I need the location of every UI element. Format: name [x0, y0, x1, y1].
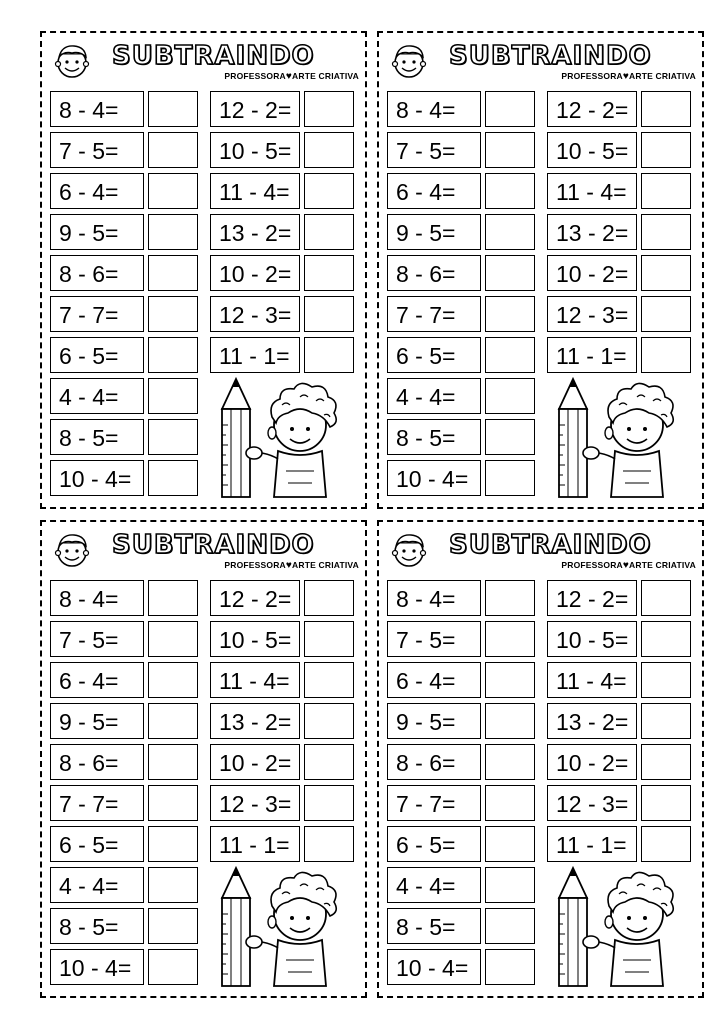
problem-row — [50, 578, 210, 619]
problem-text: 10 - 2= — [547, 744, 637, 780]
problem-text: 11 - 4= — [547, 173, 637, 209]
problem-row — [547, 130, 697, 171]
problem-text: 12 - 2= — [547, 91, 637, 127]
problem-row — [547, 824, 697, 865]
problem-row — [210, 253, 360, 294]
heart-icon: ♥ — [285, 71, 293, 82]
credit-right: ARTE CRIATIVA — [629, 560, 696, 570]
problem-text: 6 - 4= — [387, 662, 481, 698]
answer-box[interactable] — [641, 785, 691, 821]
problem-text: 11 - 4= — [210, 173, 300, 209]
problem-text: 7 - 5= — [50, 132, 144, 168]
boy-face-icon — [52, 530, 92, 570]
problem-row — [50, 335, 210, 376]
problem-row — [387, 660, 547, 701]
answer-box[interactable] — [304, 91, 354, 127]
answer-box[interactable] — [148, 255, 198, 291]
problem-text: 6 - 4= — [50, 662, 144, 698]
problem-text: 10 - 5= — [210, 621, 300, 657]
answer-box[interactable] — [485, 378, 535, 414]
right-problem-column — [547, 89, 697, 376]
worksheet-title: SUBTRAINDO — [112, 41, 315, 71]
answer-box[interactable] — [304, 785, 354, 821]
left-problem-column — [50, 578, 210, 988]
pencil-boy-illustration — [208, 864, 364, 990]
card-header — [379, 33, 702, 85]
problem-row — [387, 619, 547, 660]
problem-text: 8 - 6= — [387, 255, 481, 291]
answer-box[interactable] — [148, 908, 198, 944]
answer-box[interactable] — [148, 949, 198, 985]
boy-face-icon — [389, 530, 429, 570]
answer-box[interactable] — [304, 826, 354, 862]
answer-box[interactable] — [304, 744, 354, 780]
answer-box[interactable] — [148, 460, 198, 496]
problem-row — [547, 701, 697, 742]
card-header — [42, 522, 365, 574]
answer-box[interactable] — [304, 703, 354, 739]
worksheet-card — [377, 520, 704, 998]
problem-text: 7 - 7= — [50, 785, 144, 821]
problem-text: 9 - 5= — [387, 703, 481, 739]
problem-row — [210, 335, 360, 376]
answer-box[interactable] — [641, 580, 691, 616]
answer-box[interactable] — [485, 744, 535, 780]
right-problem-column — [210, 578, 360, 865]
problem-text: 6 - 5= — [50, 826, 144, 862]
problem-text: 10 - 4= — [50, 460, 144, 496]
problem-row — [387, 417, 547, 458]
answer-box[interactable] — [485, 580, 535, 616]
answer-box[interactable] — [641, 826, 691, 862]
right-problem-column — [547, 578, 697, 865]
problem-row — [50, 212, 210, 253]
problem-row — [387, 171, 547, 212]
problem-row — [387, 742, 547, 783]
problem-text: 11 - 1= — [210, 826, 300, 862]
problem-text: 7 - 7= — [387, 296, 481, 332]
answer-box[interactable] — [641, 621, 691, 657]
answer-box[interactable] — [485, 949, 535, 985]
worksheet-card — [40, 520, 367, 998]
answer-box[interactable] — [304, 662, 354, 698]
problem-row — [210, 89, 360, 130]
answer-box[interactable] — [485, 621, 535, 657]
answer-box[interactable] — [148, 826, 198, 862]
problem-row — [50, 130, 210, 171]
credit-line — [561, 560, 696, 570]
problem-row — [547, 212, 697, 253]
problem-row — [387, 783, 547, 824]
answer-box[interactable] — [304, 173, 354, 209]
problem-row — [387, 212, 547, 253]
pencil-boy-illustration — [545, 375, 701, 501]
answer-box[interactable] — [304, 255, 354, 291]
problem-text: 10 - 5= — [547, 132, 637, 168]
problem-text: 7 - 7= — [387, 785, 481, 821]
answer-box[interactable] — [148, 337, 198, 373]
problem-row — [387, 824, 547, 865]
credit-line — [224, 560, 359, 570]
heart-icon: ♥ — [285, 560, 293, 571]
problem-row — [210, 130, 360, 171]
answer-box[interactable] — [485, 867, 535, 903]
credit-left: PROFESSORA — [224, 560, 286, 570]
problem-row — [50, 660, 210, 701]
problem-row — [387, 253, 547, 294]
problem-row — [50, 742, 210, 783]
problem-text: 12 - 3= — [210, 296, 300, 332]
problem-row — [547, 578, 697, 619]
answer-box[interactable] — [485, 662, 535, 698]
problem-text: 12 - 3= — [547, 296, 637, 332]
worksheet-title: SUBTRAINDO — [449, 530, 652, 560]
problem-text: 6 - 5= — [387, 826, 481, 862]
answer-box[interactable] — [148, 703, 198, 739]
answer-box[interactable] — [641, 173, 691, 209]
problem-text: 4 - 4= — [50, 867, 144, 903]
problem-text: 10 - 2= — [547, 255, 637, 291]
answer-box[interactable] — [148, 580, 198, 616]
problem-row — [387, 865, 547, 906]
problem-row — [547, 171, 697, 212]
problem-row — [210, 824, 360, 865]
problem-row — [547, 89, 697, 130]
problem-row — [387, 130, 547, 171]
problem-row — [50, 253, 210, 294]
answer-box[interactable] — [485, 460, 535, 496]
problem-text: 12 - 3= — [547, 785, 637, 821]
answer-box[interactable] — [641, 662, 691, 698]
boy-face-icon — [52, 41, 92, 81]
problem-text: 10 - 4= — [387, 460, 481, 496]
worksheet-card — [377, 31, 704, 509]
right-problem-column — [210, 89, 360, 376]
problem-text: 8 - 4= — [50, 91, 144, 127]
credit-line — [224, 71, 359, 81]
problem-row — [210, 783, 360, 824]
card-header — [42, 33, 365, 85]
answer-box[interactable] — [304, 214, 354, 250]
problem-text: 9 - 5= — [50, 214, 144, 250]
credit-line — [561, 71, 696, 81]
left-problem-column — [50, 89, 210, 499]
credit-right: ARTE CRIATIVA — [292, 71, 359, 81]
answer-box[interactable] — [148, 214, 198, 250]
problem-text: 11 - 1= — [547, 337, 637, 373]
problem-text: 7 - 5= — [387, 132, 481, 168]
problem-row — [547, 660, 697, 701]
problem-row — [387, 947, 547, 988]
credit-left: PROFESSORA — [561, 560, 623, 570]
problem-text: 7 - 5= — [50, 621, 144, 657]
problem-text: 11 - 1= — [210, 337, 300, 373]
answer-box[interactable] — [641, 255, 691, 291]
answer-box[interactable] — [148, 91, 198, 127]
problem-row — [50, 376, 210, 417]
answer-box[interactable] — [304, 621, 354, 657]
problem-text: 6 - 5= — [50, 337, 144, 373]
problem-row — [210, 212, 360, 253]
answer-box[interactable] — [641, 132, 691, 168]
answer-box[interactable] — [485, 785, 535, 821]
problem-text: 8 - 6= — [387, 744, 481, 780]
problem-text: 10 - 5= — [210, 132, 300, 168]
problem-text: 6 - 5= — [387, 337, 481, 373]
problem-row — [387, 376, 547, 417]
problem-text: 8 - 4= — [50, 580, 144, 616]
answer-box[interactable] — [485, 255, 535, 291]
problem-text: 13 - 2= — [547, 214, 637, 250]
boy-face-icon — [389, 41, 429, 81]
left-problem-column — [387, 578, 547, 988]
problem-text: 8 - 4= — [387, 580, 481, 616]
answer-box[interactable] — [485, 91, 535, 127]
problem-text: 4 - 4= — [50, 378, 144, 414]
answer-box[interactable] — [148, 662, 198, 698]
answer-box[interactable] — [304, 296, 354, 332]
answer-box[interactable] — [485, 337, 535, 373]
problem-row — [50, 947, 210, 988]
problem-row — [210, 742, 360, 783]
answer-box[interactable] — [148, 419, 198, 455]
problem-row — [387, 335, 547, 376]
answer-box[interactable] — [485, 173, 535, 209]
credit-right: ARTE CRIATIVA — [292, 560, 359, 570]
problem-row — [547, 335, 697, 376]
answer-box[interactable] — [304, 132, 354, 168]
problem-row — [547, 742, 697, 783]
heart-icon: ♥ — [622, 560, 630, 571]
answer-box[interactable] — [148, 621, 198, 657]
problem-row — [387, 701, 547, 742]
answer-box[interactable] — [485, 214, 535, 250]
problem-text: 10 - 4= — [50, 949, 144, 985]
card-header — [379, 522, 702, 574]
problem-text: 4 - 4= — [387, 378, 481, 414]
answer-box[interactable] — [304, 580, 354, 616]
pencil-boy-illustration — [208, 375, 364, 501]
problem-text: 4 - 4= — [387, 867, 481, 903]
problem-row — [547, 253, 697, 294]
answer-box[interactable] — [485, 296, 535, 332]
answer-box[interactable] — [485, 419, 535, 455]
answer-box[interactable] — [148, 132, 198, 168]
credit-right: ARTE CRIATIVA — [629, 71, 696, 81]
answer-box[interactable] — [641, 337, 691, 373]
problem-text: 8 - 6= — [50, 744, 144, 780]
problem-text: 10 - 2= — [210, 255, 300, 291]
problem-text: 12 - 2= — [547, 580, 637, 616]
problem-text: 12 - 3= — [210, 785, 300, 821]
answer-box[interactable] — [148, 296, 198, 332]
problem-text: 8 - 4= — [387, 91, 481, 127]
problem-text: 10 - 4= — [387, 949, 481, 985]
problem-row — [387, 89, 547, 130]
problem-row — [50, 171, 210, 212]
answer-box[interactable] — [148, 173, 198, 209]
heart-icon: ♥ — [622, 71, 630, 82]
answer-box[interactable] — [641, 91, 691, 127]
problem-text: 11 - 4= — [547, 662, 637, 698]
problem-text: 8 - 5= — [387, 419, 481, 455]
problem-row — [387, 906, 547, 947]
problem-text: 12 - 2= — [210, 91, 300, 127]
problem-text: 11 - 4= — [210, 662, 300, 698]
answer-box[interactable] — [641, 296, 691, 332]
answer-box[interactable] — [485, 826, 535, 862]
problem-row — [50, 619, 210, 660]
problem-row — [50, 294, 210, 335]
problem-row — [547, 294, 697, 335]
problem-row — [210, 701, 360, 742]
credit-left: PROFESSORA — [224, 71, 286, 81]
problem-text: 7 - 7= — [50, 296, 144, 332]
problem-text: 8 - 5= — [50, 908, 144, 944]
answer-box[interactable] — [641, 703, 691, 739]
problem-text: 6 - 4= — [387, 173, 481, 209]
problem-row — [50, 783, 210, 824]
worksheet-title: SUBTRAINDO — [112, 530, 315, 560]
answer-box[interactable] — [148, 378, 198, 414]
answer-box[interactable] — [485, 132, 535, 168]
pencil-boy-illustration — [545, 864, 701, 990]
problem-text: 11 - 1= — [547, 826, 637, 862]
answer-box[interactable] — [148, 744, 198, 780]
answer-box[interactable] — [148, 785, 198, 821]
problem-row — [387, 458, 547, 499]
problem-row — [50, 865, 210, 906]
problem-row — [50, 701, 210, 742]
problem-row — [210, 171, 360, 212]
problem-text: 6 - 4= — [50, 173, 144, 209]
problem-text: 13 - 2= — [210, 214, 300, 250]
problem-row — [387, 578, 547, 619]
worksheet-card — [40, 31, 367, 509]
problem-row — [210, 660, 360, 701]
problem-text: 8 - 5= — [387, 908, 481, 944]
answer-box[interactable] — [485, 908, 535, 944]
problem-row — [210, 578, 360, 619]
answer-box[interactable] — [148, 867, 198, 903]
left-problem-column — [387, 89, 547, 499]
problem-text: 10 - 5= — [547, 621, 637, 657]
problem-text: 8 - 6= — [50, 255, 144, 291]
problem-row — [50, 824, 210, 865]
problem-text: 9 - 5= — [50, 703, 144, 739]
problem-text: 10 - 2= — [210, 744, 300, 780]
problem-text: 13 - 2= — [210, 703, 300, 739]
answer-box[interactable] — [641, 214, 691, 250]
problem-row — [210, 294, 360, 335]
problem-text: 13 - 2= — [547, 703, 637, 739]
answer-box[interactable] — [485, 703, 535, 739]
problem-row — [547, 783, 697, 824]
problem-row — [50, 458, 210, 499]
problem-text: 9 - 5= — [387, 214, 481, 250]
problem-row — [50, 89, 210, 130]
worksheet-title: SUBTRAINDO — [449, 41, 652, 71]
problem-row — [387, 294, 547, 335]
credit-left: PROFESSORA — [561, 71, 623, 81]
problem-text: 7 - 5= — [387, 621, 481, 657]
problem-text: 8 - 5= — [50, 419, 144, 455]
answer-box[interactable] — [641, 744, 691, 780]
problem-row — [50, 417, 210, 458]
answer-box[interactable] — [304, 337, 354, 373]
problem-row — [50, 906, 210, 947]
problem-text: 12 - 2= — [210, 580, 300, 616]
problem-row — [547, 619, 697, 660]
problem-row — [210, 619, 360, 660]
